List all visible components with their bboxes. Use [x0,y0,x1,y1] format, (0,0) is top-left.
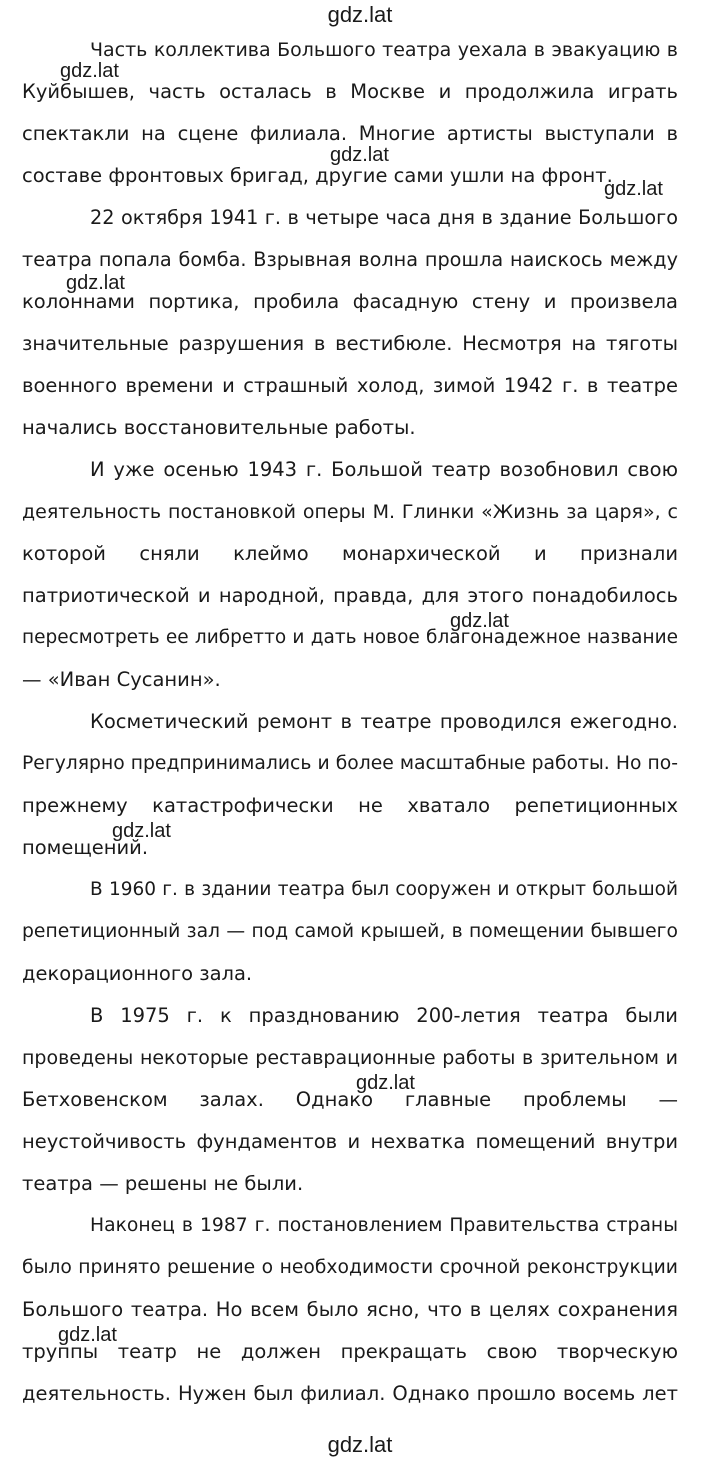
text-line: помещений. [22,836,149,859]
text-line: Куйбышев, часть осталась в Москве и продолжила играть [22,80,678,103]
text-line: театра — решены не были. [22,1172,304,1195]
footer-watermark: gdz.lat [327,1432,393,1457]
text-line: было принято решение о необходимости срочной реконструкции [22,1257,678,1278]
text-line: деятельность постановкой оперы М. Глинки «Жизнь за царя», с [22,501,678,523]
text-line: Часть коллектива Большого театра уехала в эвакуацию в [90,39,678,61]
text-line: В 1975 г. к празднованию 200-летия театра были [90,1004,678,1027]
text-line: Косметический ремонт в театре проводился ежегодно. [90,710,678,733]
text-line: пересмотреть ее либретто и дать новое благонадежное название [22,627,678,648]
text-line: В 1960 г. в здании театра был сооружен и открыт большой [90,879,678,900]
text-line: значительные разрушения в вестибюле. Несмотря на тяготы [22,332,678,355]
watermark: gdz.lat [330,144,389,166]
text-line: театра попала бомба. Взрывная волна прошла наискось между [22,248,678,271]
watermark: gdz.lat [356,1072,415,1094]
watermark: gdz.lat [58,1324,117,1346]
text-line: Большого театра. Но всем было ясно, что в целях сохранения [22,1298,678,1321]
text-line: прежнему катастрофически не хватало репетиционных [22,794,678,817]
text-line: деятельность. Нужен был филиал. Однако прошло восемь лет [22,1382,678,1405]
watermark: gdz.lat [60,60,119,82]
watermark: gdz.lat [450,610,509,632]
text-line: которой сняли клеймо монархической и признали [22,542,678,565]
text-line: труппы театр не должен прекращать свою творческую [22,1340,678,1363]
text-line: 22 октября 1941 г. в четыре часа дня в здание Большого [90,206,678,229]
watermark: gdz.lat [66,272,125,294]
text-line: декорационного зала. [22,962,253,985]
text-line: И уже осенью 1943 г. Большой театр возобновил свою [90,458,678,481]
text-line: спектакли на сцене филиала. Многие артисты выступали в [22,122,678,145]
text-line: военного времени и страшный холод, зимой 1942 г. в театре [22,374,678,397]
text-line: неустойчивость фундаментов и нехватка помещений внутри [22,1130,678,1153]
text-line: репетиционный зал — под самой крышей, в помещении бывшего [22,921,678,942]
watermark: gdz.lat [604,178,663,200]
text-line: Наконец в 1987 г. постановлением Правительства страны [90,1215,678,1236]
watermark: gdz.lat [112,820,171,842]
text-line: Регулярно предпринимались и более масштабные работы. Но по- [22,753,678,774]
text-line: — «Иван Сусанин». [22,668,221,691]
text-line: составе фронтовых бригад, другие сами ушли на фронт. [22,164,613,187]
text-line: колоннами портика, пробила фасадную стену и произвела [22,290,678,313]
text-line: патриотической и народной, правда, для этого понадобилось [22,584,678,607]
text-line: начались восстановительные работы. [22,416,416,439]
text-line: Бетховенском залах. Однако главные проблемы — [22,1088,678,1111]
header-watermark: gdz.lat [327,2,393,27]
text-line: проведены некоторые реставрационные работы в зрительном и [22,1047,678,1069]
